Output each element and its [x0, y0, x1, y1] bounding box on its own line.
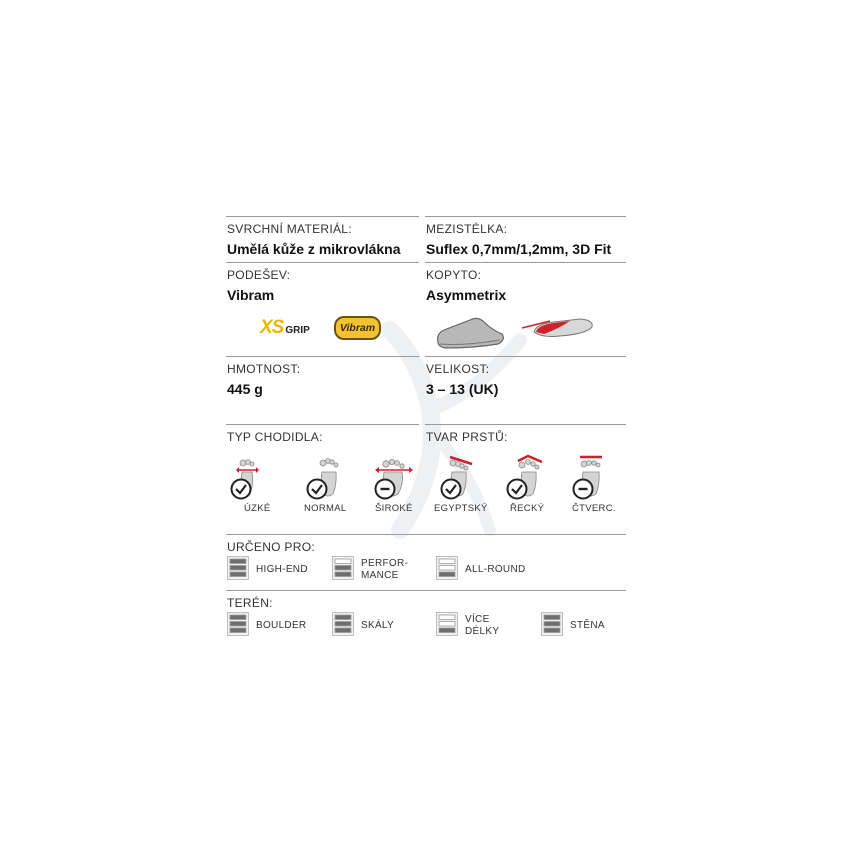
upper-material-value: Umělá kůže z mikrovlákna [227, 241, 401, 257]
divider [226, 216, 419, 217]
toe-shape-label: TVAR PRSTŮ: [426, 430, 508, 444]
intended-for-all-round [436, 556, 536, 582]
foot-type-wide-label: ŠIROKÉ [375, 503, 413, 514]
midsole-value: Suflex 0,7mm/1,2mm, 3D Fit [426, 241, 612, 257]
toe-shape-greek-label: ŘECKÝ [510, 503, 545, 514]
divider [425, 356, 626, 357]
label-line1: VÍCE [465, 614, 490, 625]
xs-grip-logo [260, 316, 310, 340]
label-line2: DÉLKY [465, 626, 500, 637]
divider [226, 424, 419, 425]
minus-circle-icon [374, 478, 396, 500]
xs-grip-logo-text: GRIP [285, 324, 310, 336]
midsole-label: MEZISTÉLKA: [426, 222, 508, 236]
foot-type-narrow-label: ÚZKÉ [244, 503, 271, 514]
divider [425, 262, 626, 263]
terrain-rocks-label: SKÁLY [361, 620, 394, 631]
upper-material-label: SVRCHNÍ MATERIÁL: [227, 222, 352, 236]
last-value: Asymmetrix [426, 287, 507, 303]
intended-for-label: URČENO PRO: [227, 540, 315, 554]
level-bars-icon [332, 556, 354, 585]
toe-shape-egyptian [434, 452, 490, 526]
divider [425, 424, 626, 425]
size-value: 3 – 13 (UK) [426, 381, 499, 397]
level-bars-icon [227, 556, 249, 585]
foot-type-normal [304, 454, 352, 526]
divider [226, 356, 419, 357]
shoe-last-icon [434, 310, 506, 350]
foot-type-label: TYP CHODIDLA: [227, 430, 323, 444]
xs-grip-logo-x: XS [260, 317, 284, 338]
label-line1: PERFOR- [361, 558, 409, 569]
terrain-multi-pitch [436, 612, 536, 638]
divider [425, 216, 626, 217]
vibram-logo-text: Vibram [339, 322, 376, 334]
foot-type-normal-label: NORMAL [304, 503, 347, 514]
level-bars-icon [436, 612, 458, 641]
intended-for-high-end [227, 556, 327, 582]
terrain-label: TERÉN: [227, 596, 273, 610]
check-circle-icon [440, 478, 462, 500]
label-line2: MANCE [361, 570, 399, 581]
toe-shape-greek [504, 452, 550, 526]
level-bars-icon [227, 612, 249, 641]
check-circle-icon [230, 478, 252, 500]
vibram-logo [334, 316, 381, 340]
intended-for-performance [332, 556, 432, 582]
last-label: KOPYTO: [426, 268, 482, 282]
terrain-wall-label: STĚNA [570, 620, 605, 631]
terrain-wall [541, 612, 621, 638]
divider [226, 262, 419, 263]
terrain-rocks [332, 612, 432, 638]
terrain-boulder-label: BOULDER [256, 620, 307, 631]
level-bars-icon [541, 612, 563, 641]
toe-shape-square-label: ČTVERC. [572, 503, 616, 514]
asymmetric-sole-icon [520, 312, 596, 346]
size-label: VELIKOST: [426, 362, 490, 376]
intended-for-all-round-label: ALL-ROUND [465, 564, 526, 575]
check-circle-icon [306, 478, 328, 500]
weight-label: HMOTNOST: [227, 362, 301, 376]
intended-for-performance-label [361, 558, 408, 582]
toe-shape-egyptian-label: EGYPTSKÝ [434, 503, 488, 514]
level-bars-icon [332, 612, 354, 641]
minus-circle-icon [572, 478, 594, 500]
foot-type-narrow [228, 454, 271, 526]
foot-type-wide [370, 454, 418, 526]
divider [226, 534, 626, 535]
sole-label: PODEŠEV: [227, 268, 291, 282]
terrain-multi-pitch-label [465, 614, 499, 638]
terrain-boulder [227, 612, 327, 638]
check-circle-icon [506, 478, 528, 500]
intended-for-high-end-label: HIGH-END [256, 564, 308, 575]
divider [226, 590, 626, 591]
weight-value: 445 g [227, 381, 263, 397]
level-bars-icon [436, 556, 458, 585]
toe-shape-square [568, 452, 618, 526]
sole-value: Vibram [227, 287, 275, 303]
